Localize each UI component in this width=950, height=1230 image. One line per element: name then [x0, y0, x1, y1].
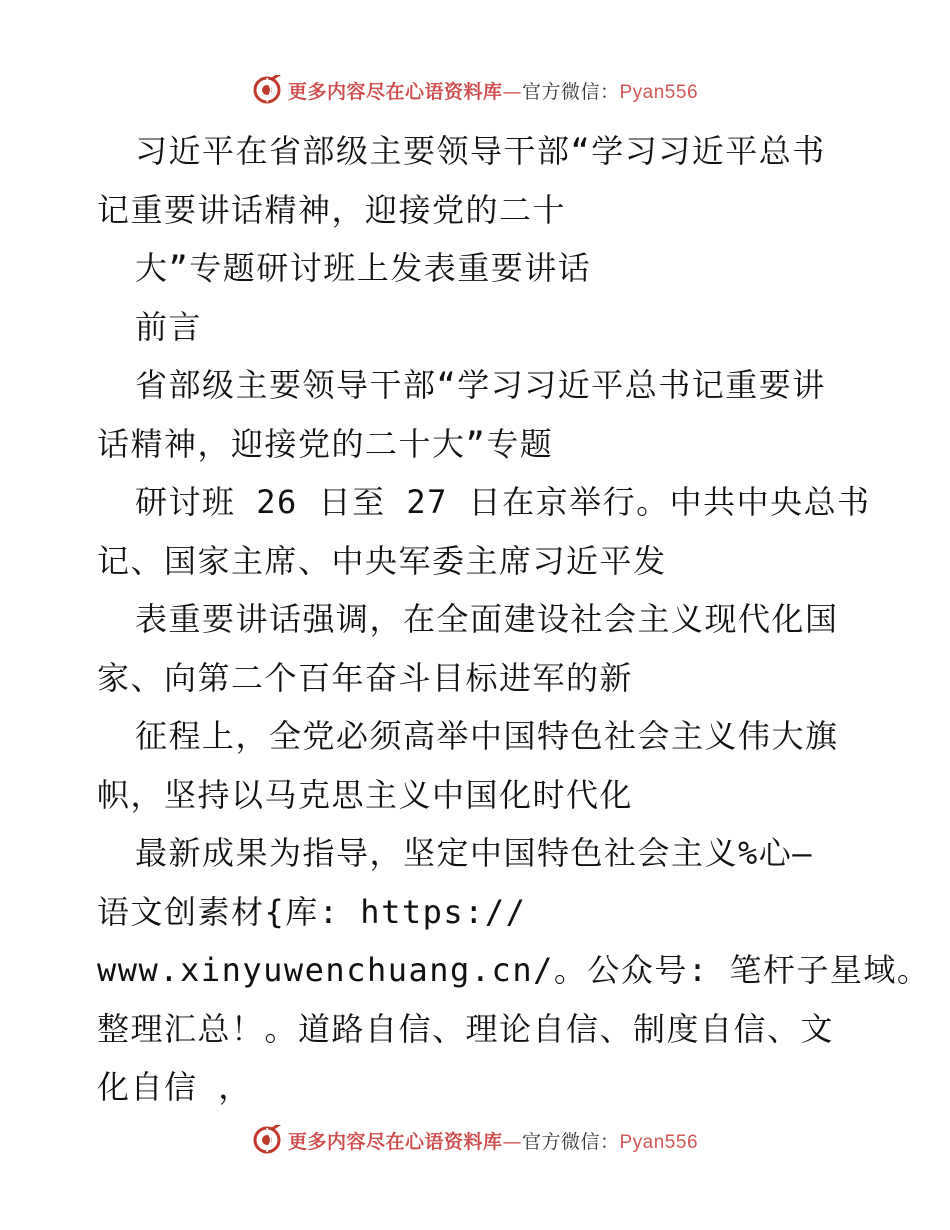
body-line: 研讨班 26 日至 27 日在京举行。中共中央总书 [135, 483, 871, 521]
banner-brand: 更多内容尽在心语资料库 [287, 80, 503, 103]
body-line: 帜，坚持以马克思主义中国化时代化 [97, 775, 634, 814]
banner-official-label: 官方微信： [521, 1130, 620, 1153]
body-line: 表重要讲话强调，在全面建设社会主义现代化国 [135, 600, 839, 638]
brand-logo-icon [252, 1125, 282, 1155]
banner-text [288, 77, 698, 104]
banner-dash: — [502, 80, 522, 103]
banner-text [288, 1127, 698, 1154]
body-line: 话精神，迎接党的二十大”专题 [97, 424, 554, 463]
body-line: 征程上，全党必须高举中国特色社会主义伟大旗 [135, 717, 839, 755]
banner-wechat-id: Pyan556 [619, 1131, 699, 1153]
body-line-url: www.xinyuwenchuang.cn/。公众号: 笔杆子星域。 [97, 951, 931, 989]
brand-logo-icon [252, 75, 282, 105]
body-line: 家、向第二个百年奋斗目标进军的新 [97, 658, 634, 697]
banner-official-label: 官方微信： [521, 80, 620, 103]
header-watermark-banner [0, 70, 950, 110]
footer-watermark-banner [0, 1120, 950, 1160]
body-line: 大”专题研讨班上发表重要讲话 [135, 249, 592, 287]
banner-dash: — [502, 1130, 522, 1153]
body-line: 整理汇总！。道路自信、理论自信、制度自信、文 [97, 1009, 835, 1048]
document-body [97, 122, 931, 1117]
body-line: 记、国家主席、中央军委主席习近平发 [97, 541, 667, 580]
banner-wechat-id: Pyan556 [619, 81, 699, 103]
section-heading: 前言 [135, 307, 203, 346]
body-line: 习近平在省部级主要领导干部“学习习近平总书 [135, 132, 826, 170]
body-line: 最新成果为指导，坚定中国特色社会主义%心— [135, 834, 814, 872]
body-line: 语文创素材{库: https:// [97, 892, 527, 931]
body-line: 记重要讲话精神，迎接党的二十 [97, 190, 567, 229]
body-line: 化自信 ， [97, 1068, 252, 1106]
body-line: 省部级主要领导干部“学习习近平总书记重要讲 [135, 366, 826, 404]
banner-brand: 更多内容尽在心语资料库 [287, 1130, 503, 1153]
